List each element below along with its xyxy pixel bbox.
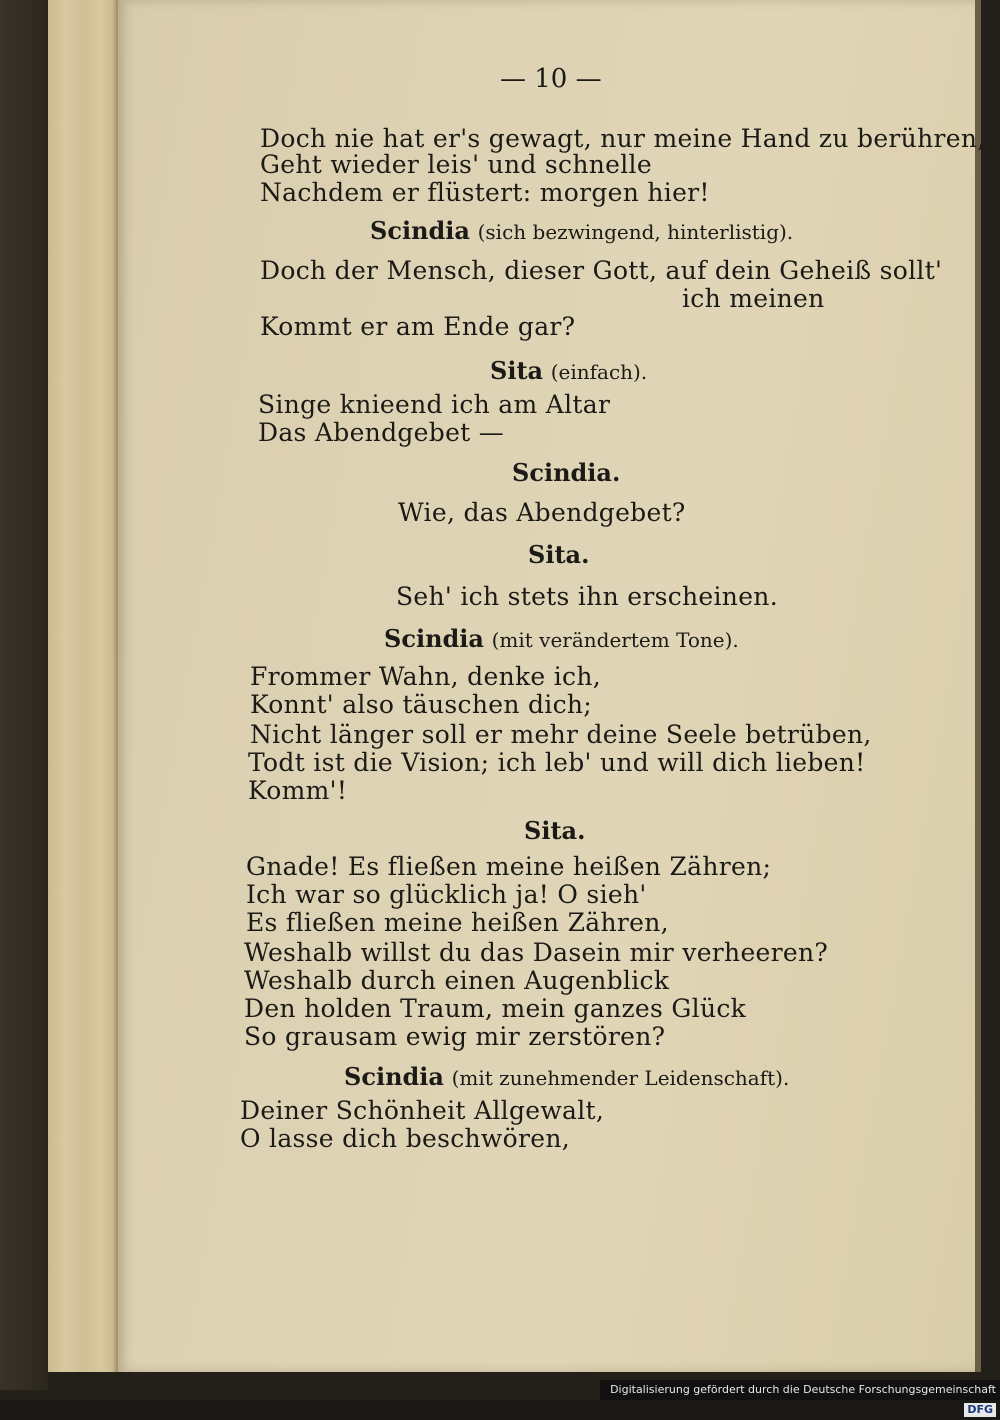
page-number: — 10 — (500, 64, 602, 94)
verse-line: Konnt' also täuschen dich; (250, 690, 593, 719)
verse-line: Weshalb durch einen Augenblick (244, 966, 670, 995)
verse-line: Es fließen meine heißen Zähren, (246, 908, 669, 937)
digitization-credit (600, 1380, 1000, 1416)
verse-line: So grausam ewig mir zerstören? (244, 1022, 666, 1051)
verse-line: Wie, das Abendgebet? (398, 498, 686, 527)
speaker-heading (370, 216, 793, 247)
speaker-heading (528, 540, 589, 570)
speaker-heading (524, 816, 585, 846)
verse-line: Doch der Mensch, dieser Gott, auf dein Geheiß sollt' (260, 256, 943, 285)
speaker-name: Sita. (524, 816, 586, 845)
verse-line: Kommt er am Ende gar? (260, 312, 576, 341)
credit-text: Digitalisierung gefördert durch die Deutsche Forschungsgemeinschaft (610, 1383, 996, 1396)
verse-line: Komm'! (248, 776, 348, 805)
speaker-heading (490, 356, 647, 387)
verse-line: Singe knieend ich am Altar (258, 390, 611, 419)
verse-line: Nachdem er flüstert: morgen hier! (260, 178, 710, 207)
dfg-logo: DFG (964, 1403, 996, 1417)
stage-direction: (sich bezwingend, hinterlistig). (477, 220, 794, 244)
speaker-name: Scindia (370, 216, 470, 245)
speaker-heading (384, 624, 739, 655)
speaker-name: Sita. (528, 540, 590, 569)
verse-line: Deiner Schönheit Allgewalt, (240, 1096, 605, 1125)
speaker-name: Scindia. (512, 458, 621, 487)
speaker-heading (344, 1062, 789, 1093)
verse-line: Gnade! Es fließen meine heißen Zähren; (246, 852, 772, 881)
stage-direction: (mit zunehmender Leidenschaft). (451, 1066, 790, 1090)
verse-line: Doch nie hat er's gewagt, nur meine Hand zu berühren, (260, 124, 986, 153)
verse-line: Geht wieder leis' und schnelle (260, 150, 652, 179)
speaker-name: Scindia (384, 624, 484, 653)
stage-direction: (mit verändertem Tone). (491, 628, 739, 652)
verse-line: Das Abendgebet — (258, 418, 505, 447)
speaker-name: Sita (490, 356, 544, 385)
verse-line: O lasse dich beschwören, (240, 1124, 570, 1153)
verse-line: Weshalb willst du das Dasein mir verheeren? (244, 938, 829, 967)
speaker-heading (512, 458, 620, 488)
verse-line: Den holden Traum, mein ganzes Glück (244, 994, 747, 1023)
verse-line: Seh' ich stets ihn erscheinen. (396, 582, 778, 611)
verse-line: Todt ist die Vision; ich leb' und will dich lieben! (248, 748, 866, 777)
speaker-name: Scindia (344, 1062, 444, 1091)
verse-line: Nicht länger soll er mehr deine Seele betrüben, (250, 720, 872, 749)
stage-direction: (einfach). (550, 360, 648, 384)
verse-line: Frommer Wahn, denke ich, (250, 662, 602, 691)
verse-line: ich meinen (682, 284, 825, 313)
verse-line: Ich war so glücklich ja! O sieh' (246, 880, 647, 909)
